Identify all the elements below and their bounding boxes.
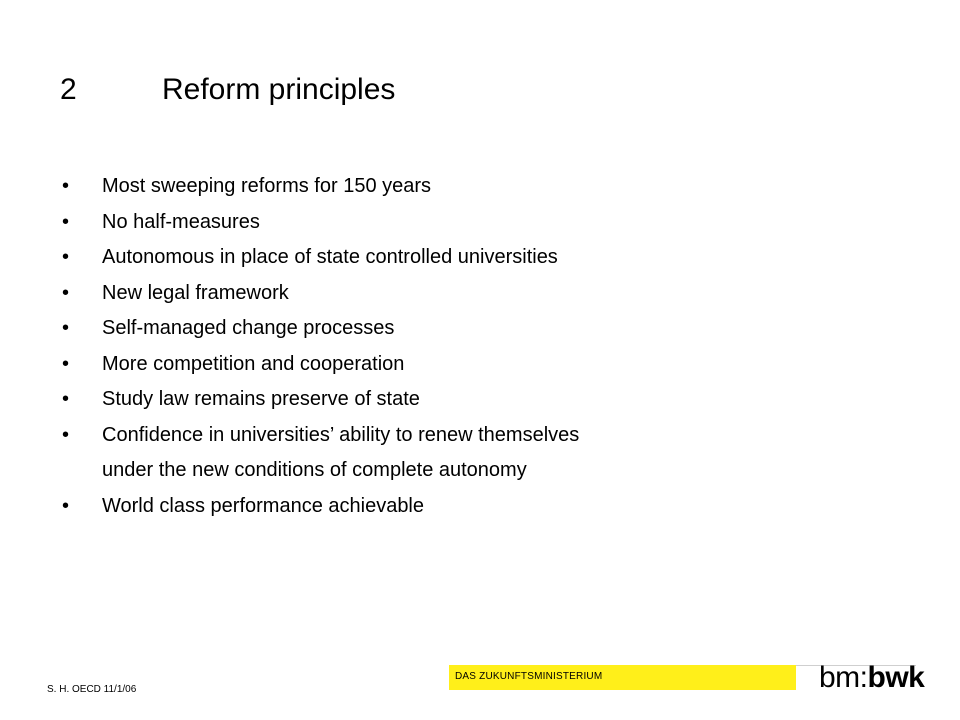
bullet-text: More competition and cooperation	[102, 352, 405, 375]
ministry-bar-text: DAS ZUKUNFTSMINISTERIUM	[455, 671, 603, 682]
slide-title-number: 2	[60, 73, 77, 106]
bullet-dot: •	[62, 210, 70, 233]
bullet-item	[62, 311, 579, 347]
bullet-item	[62, 347, 579, 383]
ministry-bar	[449, 665, 796, 690]
bullet-continuation	[62, 453, 579, 489]
bullet-item	[62, 205, 579, 241]
bullet-dot: •	[62, 494, 70, 517]
bullet-text: Autonomous in place of state controlled universities	[102, 246, 558, 268]
slide-title	[60, 70, 395, 110]
bullet-item	[62, 240, 579, 276]
slide-title-text: Reform principles	[162, 73, 396, 106]
bullet-text: Self-managed change processes	[102, 317, 395, 339]
bullet-text: Most sweeping reforms for 150 years	[102, 175, 432, 197]
bullet-dot: •	[62, 388, 70, 410]
bullet-item	[62, 489, 579, 525]
bullet-text: under the new conditions of complete autonomy	[102, 459, 527, 481]
bullet-dot: •	[62, 175, 70, 197]
footer-meta: S. H. OECD 11/1/06	[47, 684, 137, 695]
bullet-dot: •	[62, 246, 70, 268]
logo-suffix: bwk	[867, 661, 925, 694]
bullet-text: World class performance achievable	[102, 494, 425, 517]
bullet-text: Confidence in universities’ ability to renew themselves	[102, 423, 580, 446]
bullet-text: No half-measures	[102, 210, 260, 233]
bullet-item	[62, 169, 579, 205]
bullet-dot: •	[62, 317, 70, 339]
bullet-list	[62, 169, 579, 524]
bullet-dot: •	[62, 352, 70, 375]
bullet-dot: •	[62, 423, 70, 446]
bullet-item	[62, 418, 579, 454]
bullet-item	[62, 382, 579, 418]
bullet-dot: •	[62, 281, 70, 304]
logo-prefix: bm:	[819, 661, 868, 694]
bullet-text: Study law remains preserve of state	[102, 388, 420, 410]
bullet-text: New legal framework	[102, 281, 289, 304]
bullet-item	[62, 276, 579, 312]
bmbwk-logo	[819, 660, 924, 696]
